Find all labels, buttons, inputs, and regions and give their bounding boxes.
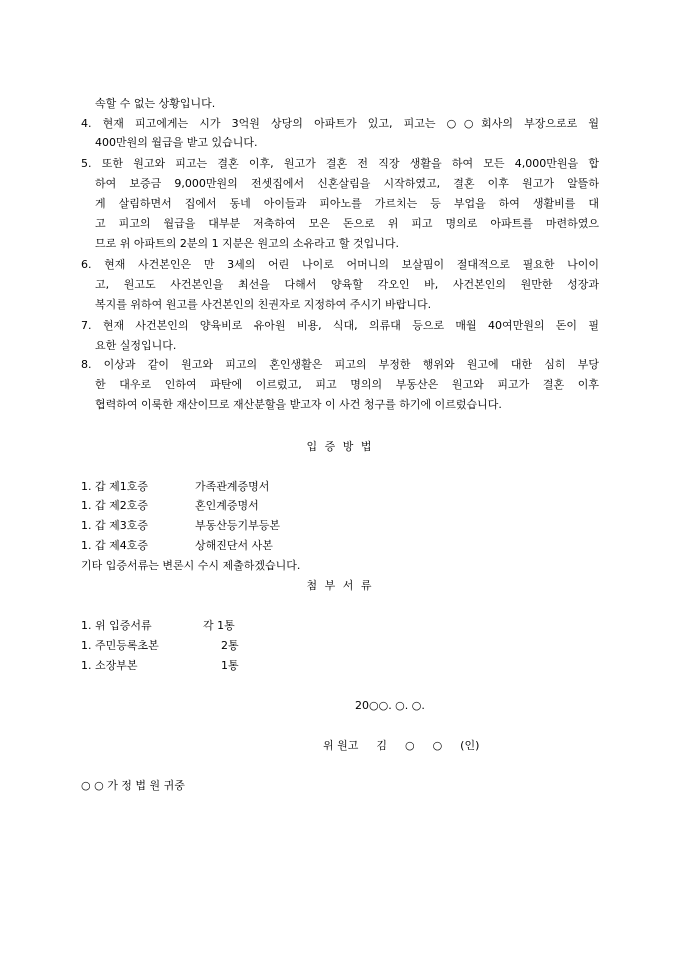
paragraph-5-line-1: 5. 또한 원고와 피고는 결혼 이후, 원고가 결혼 전 직장 생활을 하여 모든 4,000만원을 합 <box>81 157 599 170</box>
paragraph-4-line-1: 4. 현재 피고에게는 시가 3억원 상당의 아파트가 있고, 피고는 ○○회사의 부장으로로 월 <box>81 117 599 130</box>
paragraph-5-line-5: 므로 위 아파트의 2분의 1 지분은 원고의 소유라고 할 것입니다. <box>95 237 399 250</box>
attachment-item-1-name: 1. 위 입증서류 <box>81 619 152 632</box>
paragraph-7-line-1: 7. 현재 사건본인의 양육비로 유아원 비용, 식대, 의류대 등으로 매월 40여만원의 돈이 필 <box>81 319 599 332</box>
paragraph-8-line-1: 8. 이상과 같이 원고와 피고의 혼인생활은 피고의 부정한 행위와 원고에 대한 심히 부당 <box>81 358 599 371</box>
attachment-item-1-count: 각 1통 <box>203 619 235 632</box>
evidence-heading: 입 증 방 법 <box>306 440 374 453</box>
paragraph-7-line-2: 요한 실정입니다. <box>95 339 177 352</box>
paragraph-6-line-3: 복지를 위하여 원고를 사건본인의 친권자로 지정하여 주시기 바랍니다. <box>95 298 432 311</box>
attachment-item-2-count: 2통 <box>221 639 239 652</box>
paragraph-5-line-4: 고 피고의 월급을 대부분 저축하여 모은 돈으로 위 피고 명의로 아파트를 마련하였으 <box>95 217 599 230</box>
attachments-heading: 첨 부 서 류 <box>306 579 374 592</box>
paragraph-5-line-3: 게 살림하면서 집에서 동네 아이들과 피아노를 가르치는 등 부업을 하여 생활비를 대 <box>95 197 599 210</box>
evidence-item-1-number: 1. 갑 제1호증 <box>81 480 148 493</box>
plaintiff-signature: 위 원고 김 ○ ○ (인) <box>323 739 480 752</box>
paragraph-6-line-1: 6. 현재 사건본인은 만 3세의 어린 나이로 어머니의 보살핌이 절대적으로 필요한 나이이 <box>81 258 599 271</box>
attachment-item-3-name: 1. 소장부본 <box>81 659 138 672</box>
court-addressee: ○ ○ 가 정 법 원 귀중 <box>81 779 185 792</box>
paragraph-4-line-2: 400만원의 월급을 받고 있습니다. <box>95 136 258 149</box>
paragraph-8-line-2: 한 대우로 인하여 파탄에 이르렀고, 피고 명의의 부동산은 원고와 피고가 결혼 이후 <box>95 378 599 391</box>
evidence-item-4-description: 상해진단서 사본 <box>195 539 273 552</box>
attachment-item-3-count: 1통 <box>221 659 239 672</box>
evidence-item-1-description: 가족관계증명서 <box>195 480 270 493</box>
evidence-note: 기타 입증서류는 변론시 수시 제출하겠습니다. <box>81 559 301 572</box>
evidence-item-3-description: 부동산등기부등본 <box>195 519 281 532</box>
attachment-item-2-name: 1. 주민등록초본 <box>81 639 159 652</box>
evidence-item-2-number: 1. 갑 제2호증 <box>81 499 148 512</box>
filing-date: 20○○. ○. ○. <box>355 699 425 712</box>
evidence-item-2-description: 혼인계증명서 <box>195 499 259 512</box>
paragraph-6-line-2: 고, 원고도 사건본인을 최선을 다해서 양육할 각오인 바, 사건본인의 원만한 성장과 <box>95 278 599 291</box>
paragraph-8-line-3: 협력하여 이룩한 재산이므로 재산분할을 받고자 이 사건 청구를 하기에 이르렀습니다. <box>95 398 502 411</box>
evidence-item-4-number: 1. 갑 제4호증 <box>81 539 148 552</box>
evidence-item-3-number: 1. 갑 제3호증 <box>81 519 148 532</box>
paragraph-5-line-2: 하여 보증금 9,000만원의 전셋집에서 신혼살림을 시작하였고, 결혼 이후 원고가 알뜰하 <box>95 177 599 190</box>
paragraph-3-continuation: 속할 수 없는 상황입니다. <box>95 97 216 110</box>
